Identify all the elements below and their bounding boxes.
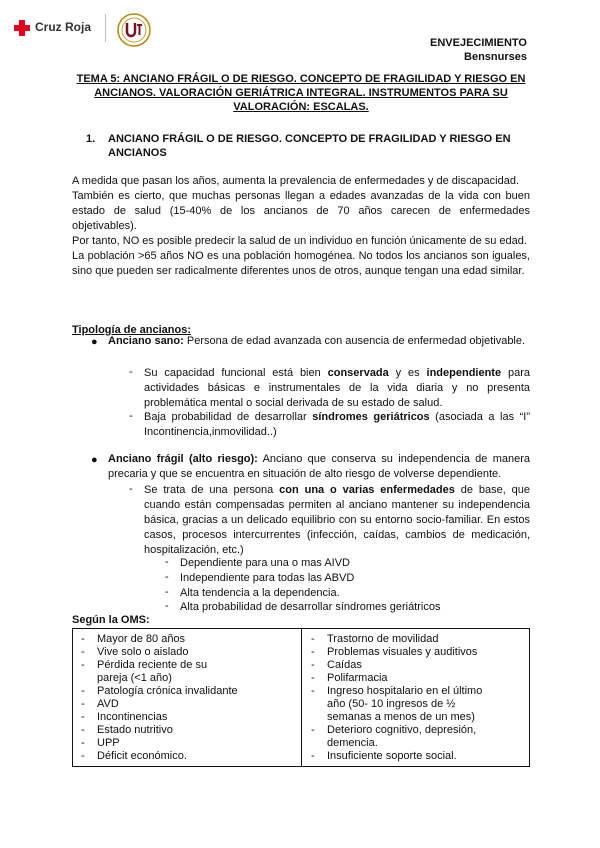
text-bold: síndromes geriátricos [312,411,430,423]
anciano-sano-label: Anciano sano: [108,335,184,347]
intro-paragraph: A medida que pasan los años, aumenta la prevalencia de enfermedades y de discapacidad. [72,175,520,187]
text-bold: independiente [426,367,502,379]
oms-criterion: - Estado nutritivo [73,724,299,737]
text-segment: Baja probabilidad de desarrollar [144,411,313,423]
oms-criterion: - Caídas [303,659,525,672]
oms-criterion: - Problemas visuales y auditivos [303,646,525,659]
university-seal-icon [116,12,152,48]
text-segment: Se trata de una persona [144,484,280,496]
oms-criterion: - Polifarmacia [303,672,525,685]
oms-criterion: - Vive solo o aislado [73,646,299,659]
intro-paragraph: También es cierto, que muchas personas llegan a edades avanzadas de la vida con buen estado de salud (15-40% de los ancianos de 70 años carecen de enfermedades objetivables). [72,190,530,232]
dash-icon: - [129,483,133,495]
intro-text [72,174,530,279]
bullet-icon: ● [91,336,98,348]
text-segment: y es [388,367,427,379]
section-number: 1. [86,133,96,145]
text-bold: con una o varias enfermedades [279,484,455,496]
oms-criterion: - Pérdida reciente de su pareja (<1 año) [73,659,299,685]
dash-icon: - [165,571,169,583]
intro-paragraph: Por tanto, NO es posible predecir la salud de un individuo en función únicamente de su edad. [72,235,527,247]
dash-icon: - [165,556,169,568]
oms-right-column [303,633,525,763]
text-bold: conservada [327,367,389,379]
anciano-fragil-desc: Anciano que conserva su independencia de manera precaria y que se encuentra en situación de alto riesgo de volverse dependiente. [108,453,531,480]
author-name: Bensnurses [464,51,527,63]
oms-criterion: - AVD [73,698,299,711]
oms-criterion: - Ingreso hospitalario en el último año (50- 10 ingresos de ½ semanas a menos de un mes) [303,685,525,724]
document-title: TEMA 5: ANCIANO FRÁGIL O DE RIESGO. CONCEPTO DE FRAGILIDAD Y RIESGO EN ANCIANOS. VALORACIÓN GERIÁTRICA INTEGRAL. INSTRUMENTOS PARA SU VALORACIÓN: ESCALAS. [76,73,526,113]
oms-criterion: - Incontinencias [73,711,299,724]
intro-paragraph: La población >65 años NO es una población homogénea. No todos los ancianos son iguales, sino que pueden ser radicalmente diferentes unos de otros, aunque tengan una edad similar. [72,250,530,277]
text-segment: de base, que cuando están compensadas permiten al anciano mantener su independencia básica, gracias a un delicado equilibrio con su entorno socio-familiar. En estos casos, procesos intercurrentes (infección, caídas, cambios de medicación, hospitalización, etc.) [144,484,531,556]
oms-criterion: - Deterioro cognitivo, depresión, demencia. [303,724,525,750]
dash-icon: - [165,600,169,612]
oms-criterion: - Insuficiente soporte social. [303,750,525,763]
anciano-sano-desc: Persona de edad avanzada con ausencia de enfermedad objetivable. [186,335,526,347]
bullet-icon: ● [91,454,98,466]
subject-name: ENVEJECIMIENTO [430,37,527,49]
oms-left-column [73,633,299,763]
tipologia-heading: Tipología de ancianos: [72,324,191,336]
text-segment: Su capacidad funcional está bien [144,367,328,379]
oms-criterion: - Déficit económico. [73,750,299,763]
text-segment: (asociada a las “I” Incontinencia,inmovilidad..) [144,411,530,438]
anciano-sano-detail-1 [144,366,530,411]
oms-criterion: - UPP [73,737,299,750]
red-cross-logo-icon [14,20,30,36]
section-heading [86,132,530,160]
anciano-fragil-label: Anciano frágil (alto riesgo): [108,453,258,465]
anciano-fragil-detail-1 [144,483,530,558]
oms-heading: Según la OMS: [72,614,150,626]
anciano-sano-item [108,334,530,349]
oms-criterion: - Patología crónica invalidante [73,685,299,698]
fragil-sub-item: Alta tendencia a la dependencia. [180,587,340,599]
fragil-sub-item: Dependiente para una o mas AIVD [180,557,351,569]
section-title: ANCIANO FRÁGIL O DE RIESGO. CONCEPTO DE FRAGILIDAD Y RIESGO EN ANCIANOS [108,133,511,159]
dash-icon: - [129,410,133,422]
anciano-fragil-item [108,452,530,482]
anciano-sano-detail-2 [144,410,530,440]
oms-criteria-table [72,628,530,767]
dash-icon: - [129,366,133,378]
fragil-sub-item: Alta probabilidad de desarrollar síndromes geriátricos [180,601,441,613]
logo-separator [105,14,106,42]
oms-criterion: - Trastorno de movilidad [303,633,525,646]
oms-criterion: - Mayor de 80 años [73,633,299,646]
fragil-sub-item: Independiente para todas las ABVD [180,572,355,584]
dash-icon: - [165,586,169,598]
table-divider [301,629,302,766]
red-cross-logo-text: Cruz Roja [35,20,92,34]
text-segment: para actividades básicas e instrumentales de la vida diaria y no presenta problemática mental o social derivada de su estado de salud. [144,367,530,409]
header-info [430,36,527,64]
